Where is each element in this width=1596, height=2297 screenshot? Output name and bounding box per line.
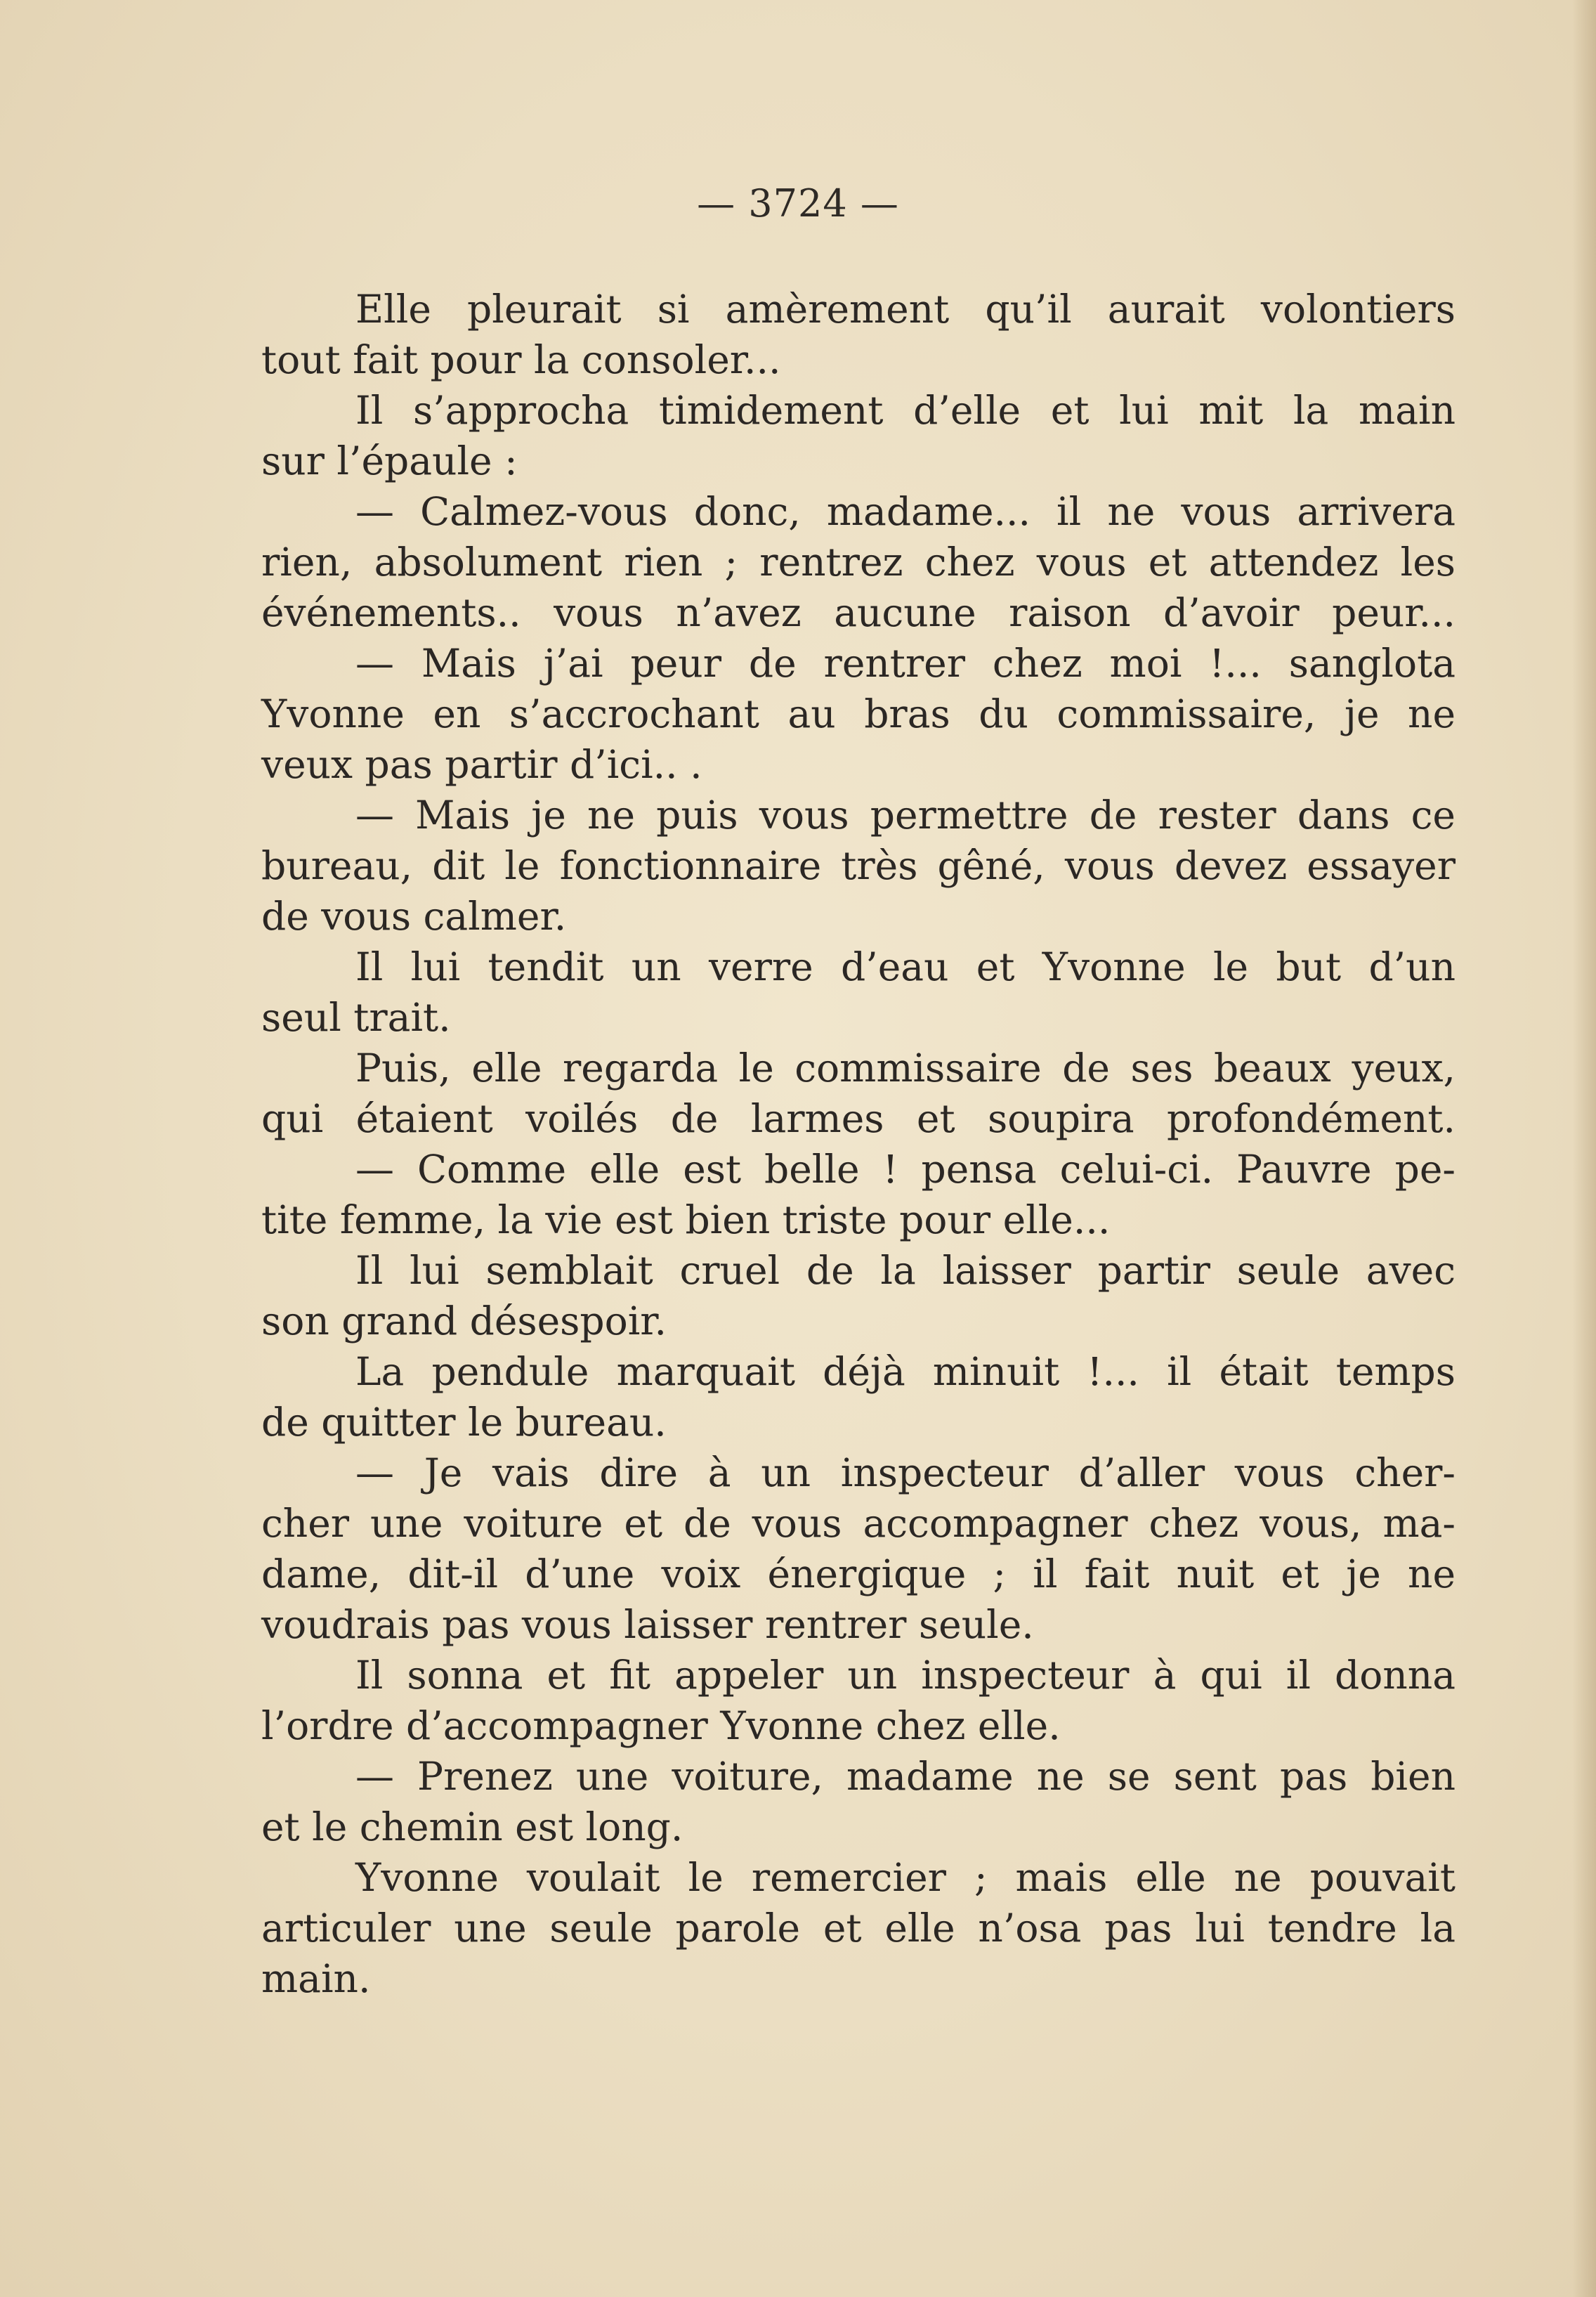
page-number: — 3724 — <box>697 181 899 226</box>
text-line: voudrais pas vous laisser rentrer seule. <box>261 1602 1034 1647</box>
text-line: — Je vais dire à un inspecteur d’aller vous cher- <box>355 1450 1456 1495</box>
page-edge-shadow <box>1572 0 1596 2297</box>
text-line: Puis, elle regarda le commissaire de ses beaux yeux, <box>355 1046 1456 1091</box>
text-line: Yvonne en s’accrochant au bras du commissaire, je ne <box>261 691 1456 736</box>
text-line: — Mais je ne puis vous permettre de rester dans ce <box>355 793 1456 838</box>
text-line: seul trait. <box>261 995 451 1040</box>
body-text <box>261 284 1456 2004</box>
text-line: La pendule marquait déjà minuit !... il était temps <box>355 1349 1456 1394</box>
text-line: — Calmez-vous donc, madame... il ne vous arrivera <box>355 489 1456 534</box>
text-line: Yvonne voulait le remercier ; mais elle ne pouvait <box>355 1855 1456 1900</box>
text-line: l’ordre d’accompagner Yvonne chez elle. <box>261 1703 1061 1748</box>
text-line: Il sonna et fit appeler un inspecteur à qui il donna <box>355 1653 1456 1698</box>
text-line: veux pas partir d’ici.. . <box>261 742 702 787</box>
text-line: Il s’approcha timidement d’elle et lui mit la main <box>355 388 1456 433</box>
text-line: événements.. vous n’avez aucune raison d’avoir peur... <box>261 590 1456 635</box>
text-line: sur l’épaule : <box>261 438 518 483</box>
text-line: Il lui semblait cruel de la laisser partir seule avec <box>355 1248 1456 1293</box>
text-line: qui étaient voilés de larmes et soupira profondément. <box>261 1096 1456 1141</box>
text-line: articuler une seule parole et elle n’osa pas lui tendre la <box>261 1906 1456 1951</box>
text-line: — Prenez une voiture, madame ne se sent pas bien <box>355 1754 1456 1799</box>
text-line: bureau, dit le fonctionnaire très gêné, vous devez essayer <box>261 843 1456 888</box>
text-line: — Comme elle est belle ! pensa celui-ci. Pauvre pe- <box>355 1147 1456 1192</box>
text-line: son grand désespoir. <box>261 1299 667 1343</box>
text-line: dame, dit-il d’une voix énergique ; il fait nuit et je ne <box>261 1551 1456 1596</box>
text-line: Elle pleurait si amèrement qu’il aurait volontiers <box>355 287 1456 332</box>
text-line: et le chemin est long. <box>261 1804 683 1849</box>
text-line: Il lui tendit un verre d’eau et Yvonne le but d’un <box>355 944 1456 989</box>
text-line: de quitter le bureau. <box>261 1400 667 1445</box>
text-line: — Mais j’ai peur de rentrer chez moi !... sanglota <box>355 641 1456 686</box>
text-line: main. <box>261 1956 371 2001</box>
text-line: tout fait pour la consoler... <box>261 337 781 382</box>
text-line: de vous calmer. <box>261 894 567 939</box>
text-line: tite femme, la vie est bien triste pour elle... <box>261 1197 1111 1242</box>
text-line: cher une voiture et de vous accompagner chez vous, ma- <box>261 1501 1456 1546</box>
text-line: rien, absolument rien ; rentrez chez vous et attendez les <box>261 540 1456 585</box>
